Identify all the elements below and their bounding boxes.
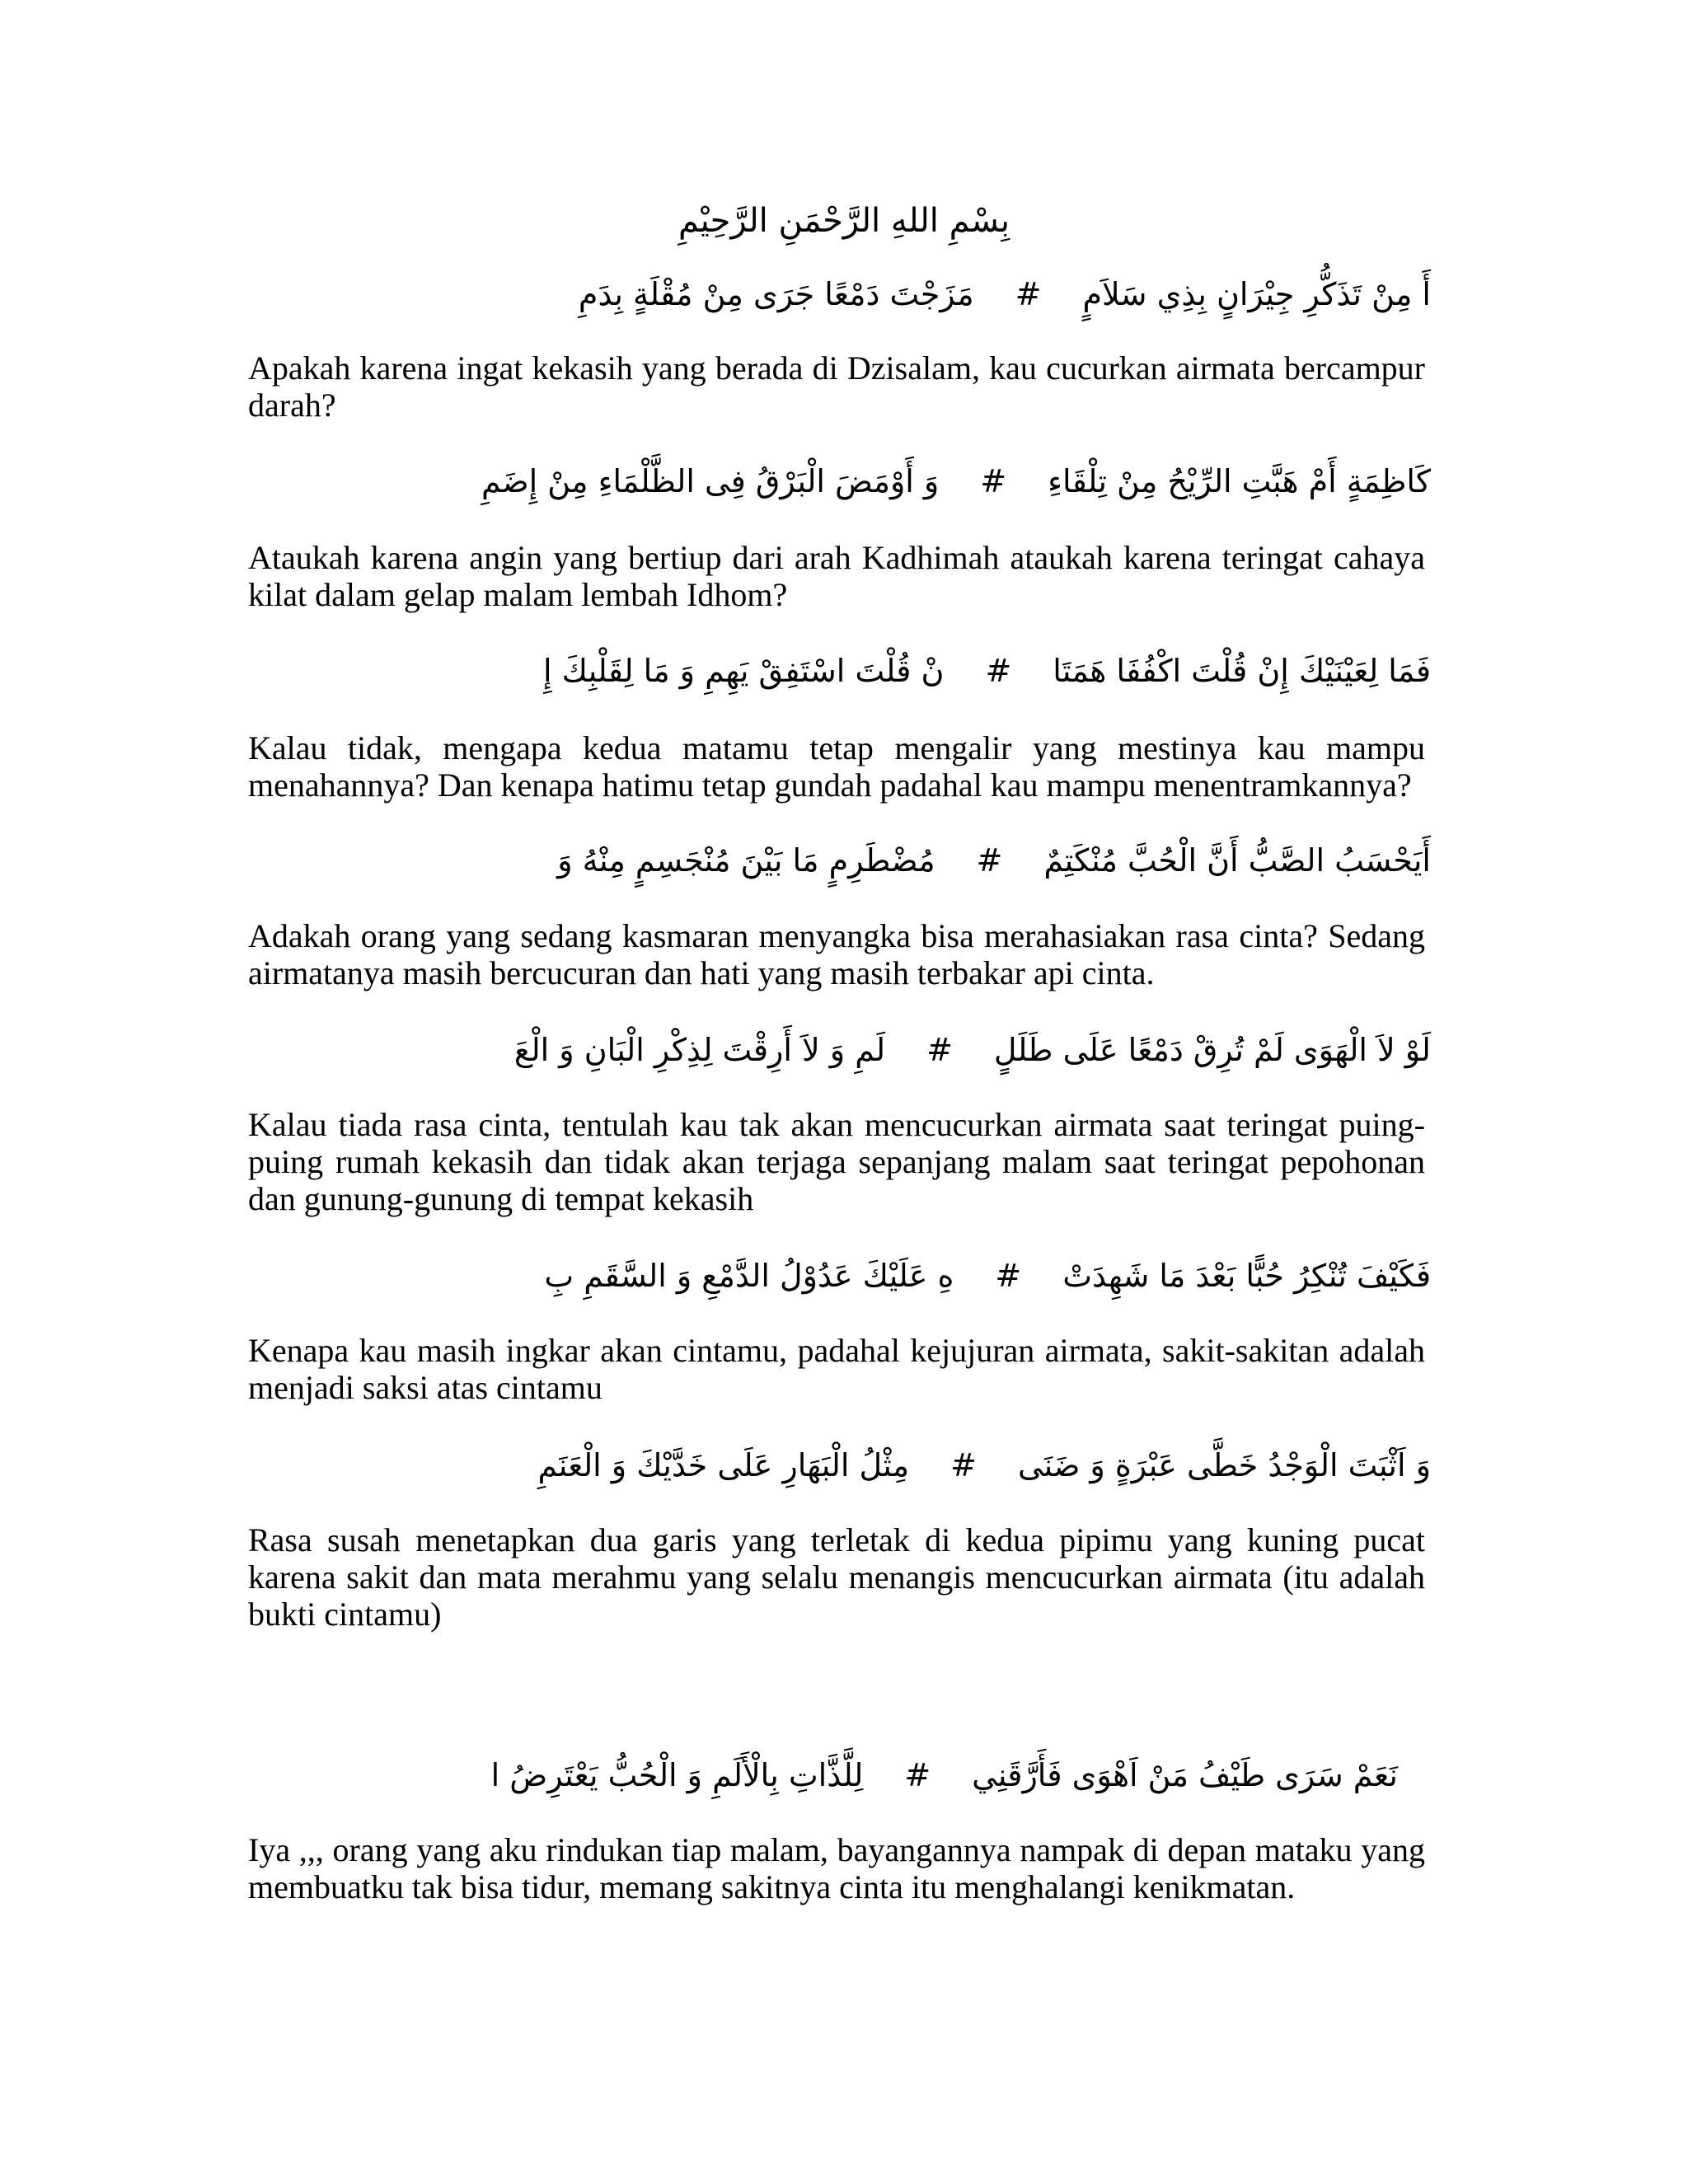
arabic-verse-4 <box>557 836 1431 885</box>
translation-7: Rasa susah menetapkan dua garis yang terletak di kedua pipimu yang kuning pucat karena sakit dan mata merahmu yang selalu menangis mencucurkan airmata (itu adalah bukti cintamu) <box>248 1521 1425 1633</box>
verse-6-separator: # <box>995 1258 1022 1294</box>
translation-4: Adakah orang yang sedang kasmaran menyangka bisa merahasiakan rasa cinta? Sedang airmatanya masih bercucuran dan hati yang masih terbakar api cinta. <box>248 917 1425 991</box>
verse-2-second-hemistich: وَ أَوْمَضَ الْبَرْقُ فِى الظَّلْمَاءِ مِنْ إِضَمِ <box>481 463 940 499</box>
arabic-verse-6 <box>544 1251 1431 1301</box>
arabic-verse-2 <box>481 457 1431 506</box>
verse-2-separator: # <box>980 463 1007 499</box>
verse-3-separator: # <box>985 653 1012 689</box>
arabic-verse-5 <box>514 1025 1431 1075</box>
verse-2-first-hemistich: كَاظِمَةٍ أَمْ هَبَّتِ الرِّيْحُ مِنْ تِلْقَاءِ <box>1048 463 1431 499</box>
verse-6-first-hemistich: فَكَيْفَ تُنْكِرُ حُبًّا بَعْدَ مَا شَهِدَتْ <box>1062 1258 1431 1294</box>
verse-3-first-hemistich: فَمَا لِعَيْنَيْكَ إِنْ قُلْتَ اكْفُفَا هَمَتَا <box>1053 653 1431 689</box>
verse-4-separator: # <box>976 842 1003 879</box>
verse-6-second-hemistich: هِ عَلَيْكَ عَدُوْلُ الدَّمْعِ وَ السَّقَمِ بِ <box>544 1258 954 1294</box>
verse-1-first-hemistich: أَ مِنْ تَذَكُّرِ جِيْرَانٍ بِذِي سَلاَمٍ <box>1082 276 1431 312</box>
translation-6: Kenapa kau masih ingkar akan cintamu, padahal kejujuran airmata, sakit-sakitan adalah menjadi saksi atas cintamu <box>248 1332 1425 1406</box>
arabic-verse-1 <box>579 269 1431 319</box>
arabic-verse-7 <box>538 1441 1432 1490</box>
verse-5-second-hemistich: لَمِ وَ لاَ أَرِقْتَ لِذِكْرِ الْبَانِ وَ الْعَ <box>513 1032 886 1068</box>
translation-1: Apakah karena ingat kekasih yang berada di Dzisalam, kau cucurkan airmata bercampur darah? <box>248 349 1425 424</box>
verse-8-second-hemistich: لِلَّذَّاتِ بِالْأَلَمِ وَ الْحُبُّ يَعْتَرِضُ ا <box>490 1757 864 1793</box>
verse-7-first-hemistich: وَ اَثْبَتَ الْوَجْدُ خَطَّى عَبْرَةٍ وَ ضَنَى <box>1017 1447 1431 1483</box>
verse-5-first-hemistich: لَوْ لاَ الْهَوَى لَمْ تُرِقْ دَمْعًا عَلَى طَلَلٍ <box>993 1032 1431 1068</box>
translation-3: Kalau tidak, mengapa kedua matamu tetap mengalir yang mestinya kau mampu menahannya? Dan kenapa hatimu tetap gundah padahal kau mampu menentramkannya? <box>248 729 1425 804</box>
arabic-verse-3 <box>543 646 1431 696</box>
verse-8-separator: # <box>904 1757 931 1793</box>
verse-4-second-hemistich: مُضْطَرِمٍ مَا بَيْنَ مُنْجَسِمٍ مِنْهُ وَ <box>557 842 935 879</box>
verse-3-second-hemistich: نْ قُلْتَ اسْتَفِقْ يَهِمِ وَ مَا لِقَلْبِكَ إِ <box>543 653 945 689</box>
verse-1-second-hemistich: مَزَجْتَ دَمْعًا جَرَى مِنْ مُقْلَةٍ بِدَمِ <box>578 276 974 312</box>
verse-7-separator: # <box>950 1447 977 1483</box>
verse-4-first-hemistich: أَيَحْسَبُ الصَّبُّ أَنَّ الْحُبَّ مُنْكَتِمٌ <box>1043 842 1431 879</box>
verse-1-separator: # <box>1015 276 1042 312</box>
translation-8: Iya ,,, orang yang aku rindukan tiap malam, bayangannya nampak di depan mataku yang membuatku tak bisa tidur, memang sakitnya cinta itu menghalangi kenikmatan. <box>248 1831 1425 1905</box>
translation-2: Ataukah karena angin yang bertiup dari arah Kadhimah ataukah karena teringat cahaya kilat dalam gelap malam lembah Idhom? <box>248 539 1425 613</box>
verse-8-first-hemistich: نَعَمْ سَرَى طَيْفُ مَنْ اَهْوَى فَأَرَّقَنِي <box>972 1757 1398 1793</box>
verse-7-second-hemistich: مِثْلُ الْبَهَارِ عَلَى خَدَّيْكَ وَ الْعَنَمِ <box>537 1447 910 1483</box>
translation-5: Kalau tiada rasa cinta, tentulah kau tak akan mencucurkan airmata saat teringat puing-puing rumah kekasih dan tidak akan terjaga sepanjang malam saat teringat pepohonan dan gunung-gunung di tempat kekasih <box>248 1106 1425 1217</box>
arabic-verse-8 <box>491 1750 1398 1800</box>
basmala-heading: بِسْمِ اللهِ الرَّحْمَنِ الرَّحِيْمِ <box>678 202 1010 240</box>
verse-5-separator: # <box>926 1032 953 1068</box>
